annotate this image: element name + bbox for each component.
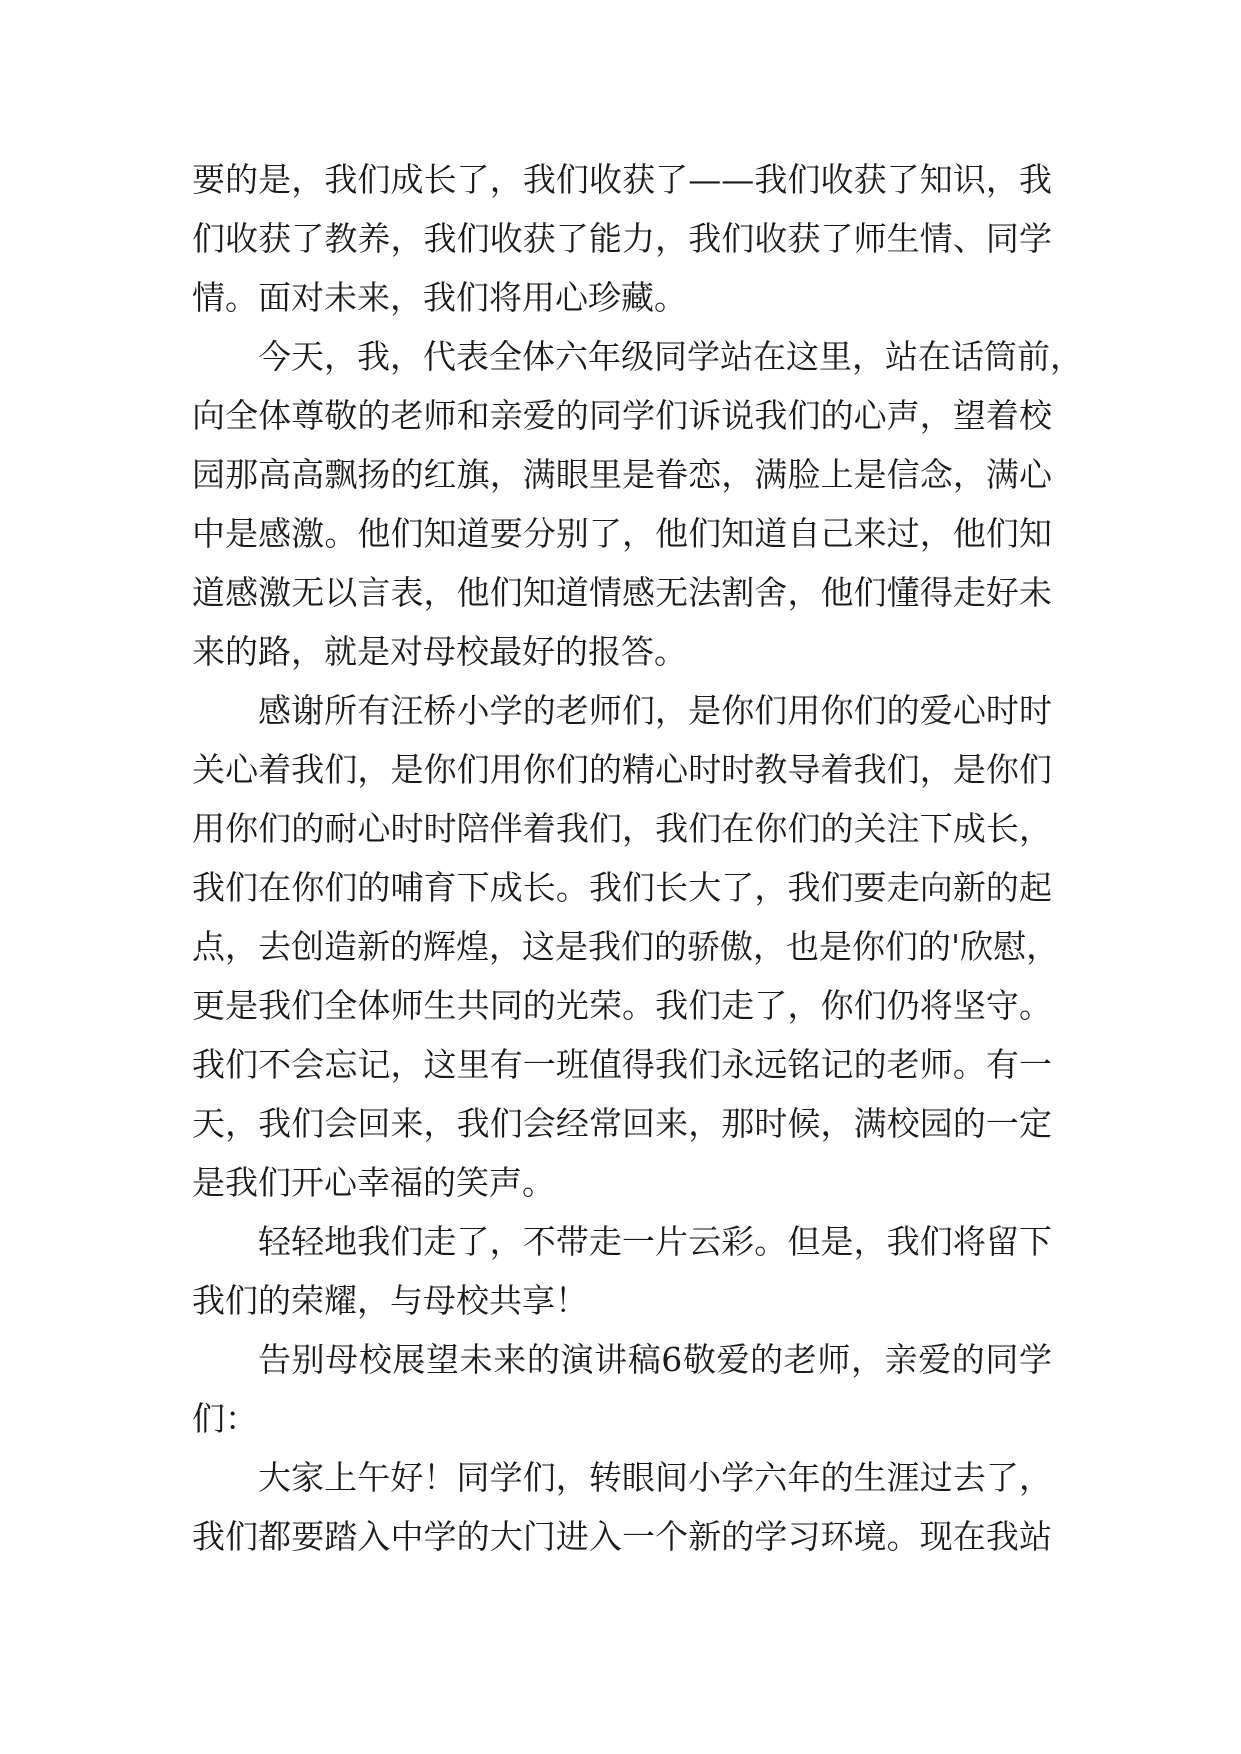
- document-body: [192, 160, 1083, 1576]
- text-line: 我们不会忘记，这里有一班值得我们永远铭记的老师。有一: [192, 1045, 1052, 1084]
- text-line: 们：: [192, 1399, 258, 1438]
- text-line: 是我们开心幸福的笑声。: [192, 1163, 555, 1202]
- text-line: 今天，我，代表全体六年级同学站在这里，站在话筒前，: [258, 337, 1083, 376]
- text-line: 关心着我们，是你们用你们的精心时时教导着我们，是你们: [192, 750, 1052, 789]
- text-line: 们收获了教养，我们收获了能力，我们收获了师生情、同学: [192, 219, 1052, 258]
- text-line: 我们在你们的哺育下成长。我们长大了，我们要走向新的起: [192, 868, 1052, 907]
- text-line: 向全体尊敬的老师和亲爱的同学们诉说我们的心声，望着校: [192, 396, 1052, 435]
- text-line: 轻轻地我们走了，不带走一片云彩。但是，我们将留下: [258, 1222, 1052, 1261]
- text-line: 中是感激。他们知道要分别了，他们知道自己来过，他们知: [192, 514, 1052, 553]
- text-line: 点，去创造新的辉煌，这是我们的骄傲，也是你们的'欣慰，: [192, 927, 1060, 966]
- text-line: 天，我们会回来，我们会经常回来，那时候，满校园的一定: [192, 1104, 1052, 1143]
- text-line: 园那高高飘扬的红旗，满眼里是眷恋，满脸上是信念，满心: [192, 455, 1052, 494]
- text-line: 感谢所有汪桥小学的老师们，是你们用你们的爱心时时: [258, 691, 1052, 730]
- text-line: 更是我们全体师生共同的光荣。我们走了，你们仍将坚守。: [192, 986, 1052, 1025]
- text-line: 来的路，就是对母校最好的报答。: [192, 632, 687, 671]
- text-line: 要的是，我们成长了，我们收获了——我们收获了知识，我: [192, 160, 1052, 199]
- text-line: 情。面对未来，我们将用心珍藏。: [192, 278, 687, 317]
- text-line: 用你们的耐心时时陪伴着我们，我们在你们的关注下成长，: [192, 809, 1052, 848]
- text-line: 告别母校展望未来的演讲稿6敬爱的老师，亲爱的同学: [258, 1340, 1052, 1379]
- text-line: 道感激无以言表，他们知道情感无法割舍，他们懂得走好未: [192, 573, 1052, 612]
- text-line: 我们都要踏入中学的大门进入一个新的学习环境。现在我站: [192, 1517, 1052, 1556]
- text-line: 我们的荣耀，与母校共享！: [192, 1281, 588, 1320]
- text-line: 大家上午好！同学们，转眼间小学六年的生涯过去了，: [258, 1458, 1052, 1497]
